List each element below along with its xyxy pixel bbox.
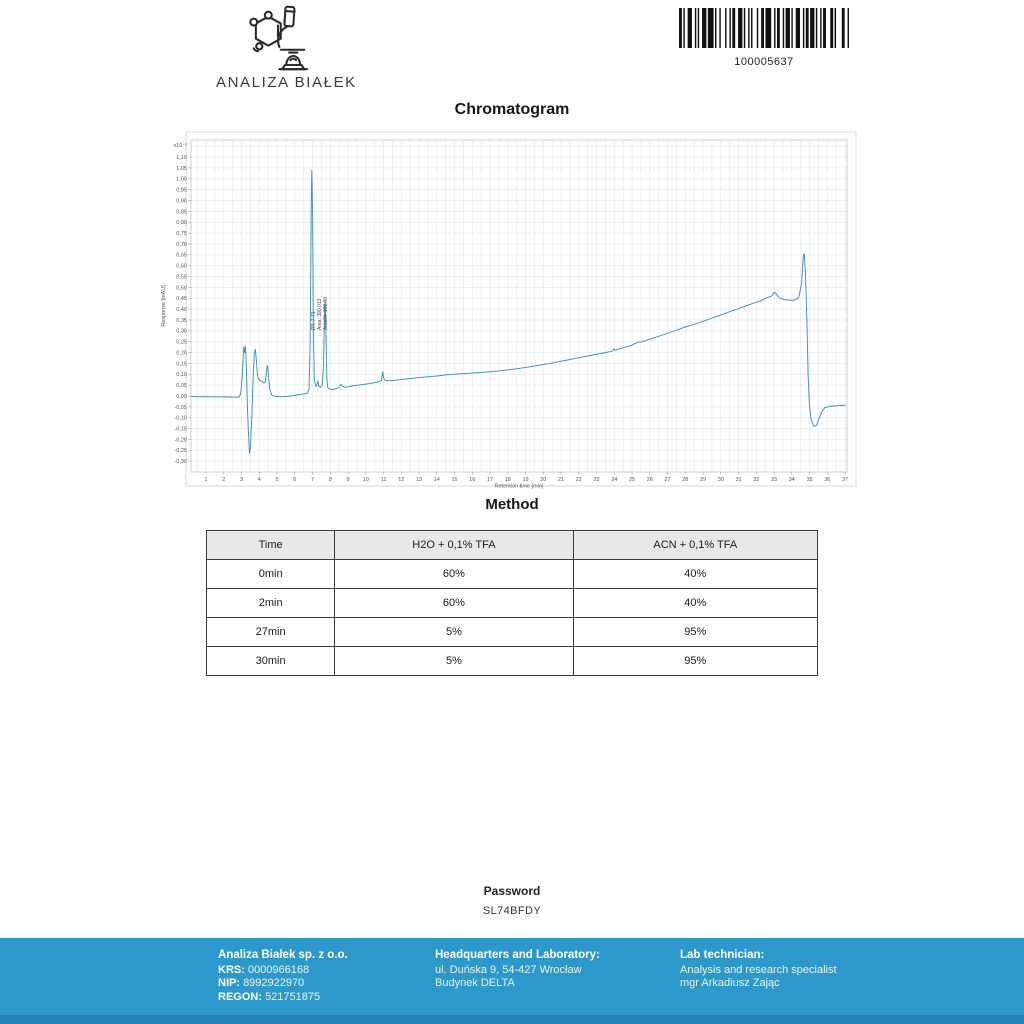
peak-annotation: RT: 7.71 (311, 311, 317, 330)
krs-value: 0000966168 (247, 963, 310, 976)
footer-hq-block (435, 949, 600, 991)
svg-text:37: 37 (841, 477, 849, 483)
nip-value: 8992922970 (243, 977, 305, 989)
svg-text:0,85: 0,85 (176, 209, 187, 216)
svg-text:Retention time [min]: Retention time [min] (494, 483, 544, 490)
table-header-cell: ACN + 0,1% TFA (573, 531, 817, 560)
logo-text: ANALIZA BIAŁEK (216, 74, 357, 91)
footer-bottom-strip (0, 1015, 1024, 1024)
svg-text:0,05: 0,05 (176, 383, 187, 390)
table-row (207, 560, 818, 589)
method-title: Method (485, 496, 539, 513)
svg-text:1,05: 1,05 (176, 165, 187, 172)
barcode-number: 100005637 (734, 56, 794, 68)
table-cell: 2min (207, 589, 335, 618)
technician-name: mgr Arkadiusz Zając (680, 977, 780, 989)
svg-text:27: 27 (664, 477, 671, 483)
svg-text:12: 12 (398, 477, 405, 483)
technician-role: Analysis and research specialist (680, 963, 837, 976)
svg-text:0,75: 0,75 (176, 231, 187, 237)
svg-text:0,40: 0,40 (176, 307, 187, 314)
svg-text:1: 1 (204, 477, 208, 483)
svg-text:10: 10 (362, 477, 369, 483)
svg-text:26: 26 (646, 477, 653, 483)
svg-text:0,20: 0,20 (176, 350, 187, 357)
svg-text:31: 31 (735, 477, 742, 483)
table-cell: 0min (207, 560, 335, 589)
company-logo (216, 4, 357, 91)
svg-text:0,65: 0,65 (176, 252, 187, 259)
svg-text:29: 29 (699, 477, 707, 483)
footer (0, 938, 1024, 1024)
svg-text:0,60: 0,60 (176, 263, 187, 270)
hq-building: Budynek DELTA (435, 977, 515, 989)
svg-text:-0,05: -0,05 (174, 404, 187, 411)
password-section (0, 884, 1024, 917)
technician-title: Lab technician: (680, 949, 765, 961)
svg-text:0,80: 0,80 (176, 220, 187, 227)
svg-text:-0,15: -0,15 (174, 426, 187, 433)
svg-text:-0,30: -0,30 (174, 459, 187, 466)
svg-text:28: 28 (682, 477, 689, 483)
svg-text:36: 36 (824, 477, 831, 483)
table-row (207, 647, 818, 676)
svg-text:0,35: 0,35 (176, 317, 187, 324)
svg-text:7: 7 (311, 477, 315, 483)
footer-company-block (218, 949, 348, 1004)
table-cell: 60% (335, 560, 573, 589)
chromatogram-plot (158, 130, 862, 492)
svg-text:5: 5 (275, 477, 279, 483)
svg-text:3: 3 (240, 477, 244, 483)
svg-text:19: 19 (522, 477, 529, 483)
table-cell: 5% (335, 618, 573, 647)
regon-label: REGON: (218, 990, 262, 1003)
svg-text:0,15: 0,15 (176, 361, 187, 368)
svg-text:-0,25: -0,25 (174, 448, 187, 455)
company-name: Analiza Białek sp. z o.o. (218, 949, 348, 961)
svg-text:0,90: 0,90 (176, 198, 187, 205)
table-header-cell: Time (207, 531, 335, 560)
svg-text:6: 6 (293, 477, 297, 483)
svg-text:0,00: 0,00 (176, 393, 187, 400)
peak-annotation: Area%: 100.00 (323, 296, 329, 330)
method-table (206, 530, 818, 676)
hq-address: ul. Duńska 9, 54-427 Wrocław (435, 963, 582, 976)
krs-label: KRS: (218, 963, 245, 976)
company-nip (218, 977, 348, 991)
svg-text:8: 8 (328, 477, 332, 483)
svg-text:20: 20 (540, 477, 547, 483)
svg-text:35: 35 (806, 477, 813, 483)
company-krs (218, 964, 348, 978)
svg-text:Response [mAU]: Response [mAU] (161, 285, 167, 327)
chemistry-microscope-icon (242, 4, 314, 72)
password-label: Password (483, 884, 541, 898)
svg-text:23: 23 (593, 477, 600, 483)
regon-value: 521751875 (265, 990, 321, 1003)
svg-text:4: 4 (257, 477, 261, 483)
barcode (678, 8, 850, 68)
svg-text:0,70: 0,70 (176, 241, 187, 248)
svg-text:34: 34 (788, 477, 795, 483)
svg-text:30: 30 (717, 477, 724, 483)
svg-text:9: 9 (346, 477, 350, 483)
chromatogram-chart (158, 130, 862, 497)
svg-text:16: 16 (469, 477, 476, 483)
table-cell: 5% (335, 647, 573, 676)
svg-text:18: 18 (504, 477, 511, 483)
svg-text:0,25: 0,25 (176, 339, 187, 346)
svg-text:13: 13 (415, 477, 423, 483)
table-cell: 95% (573, 618, 817, 647)
svg-text:17: 17 (486, 477, 494, 483)
svg-text:14: 14 (433, 477, 440, 483)
table-cell: 27min (207, 618, 335, 647)
chromatogram-title: Chromatogram (454, 101, 570, 118)
footer-technician-block (680, 949, 837, 991)
peak-annotation: Area: 390,012 (317, 298, 323, 330)
svg-text:32: 32 (753, 477, 760, 483)
svg-text:x10⁻²: x10⁻² (173, 143, 187, 149)
table-cell: 60% (335, 589, 573, 618)
svg-text:1,10: 1,10 (176, 154, 187, 161)
svg-text:2: 2 (222, 477, 226, 483)
svg-text:22: 22 (575, 477, 582, 483)
svg-text:11: 11 (380, 477, 387, 483)
table-cell: 40% (573, 589, 817, 618)
svg-text:0,50: 0,50 (176, 285, 187, 292)
svg-text:-0,20: -0,20 (174, 437, 187, 444)
nip-label: NIP: (218, 977, 240, 989)
svg-text:0,55: 0,55 (176, 274, 187, 281)
svg-text:0,95: 0,95 (176, 187, 187, 194)
svg-text:0,10: 0,10 (176, 372, 187, 379)
svg-text:21: 21 (557, 477, 565, 483)
hq-title: Headquarters and Laboratory: (435, 949, 600, 961)
svg-text:24: 24 (611, 477, 618, 483)
svg-text:0,45: 0,45 (176, 296, 187, 303)
table-cell: 30min (207, 647, 335, 676)
svg-text:33: 33 (770, 477, 778, 483)
password-value: SL74BFDY (482, 905, 542, 917)
svg-text:25: 25 (628, 477, 636, 483)
svg-text:1,00: 1,00 (176, 176, 187, 183)
table-row (207, 618, 818, 647)
svg-text:-0,10: -0,10 (174, 415, 187, 422)
table-header-cell: H2O + 0,1% TFA (335, 531, 573, 560)
table-cell: 95% (573, 647, 817, 676)
table-cell: 40% (573, 560, 817, 589)
company-regon (218, 991, 348, 1005)
barcode-image (679, 8, 849, 48)
table-row (207, 589, 818, 618)
svg-text:15: 15 (451, 477, 458, 483)
svg-text:0,30: 0,30 (176, 328, 187, 335)
